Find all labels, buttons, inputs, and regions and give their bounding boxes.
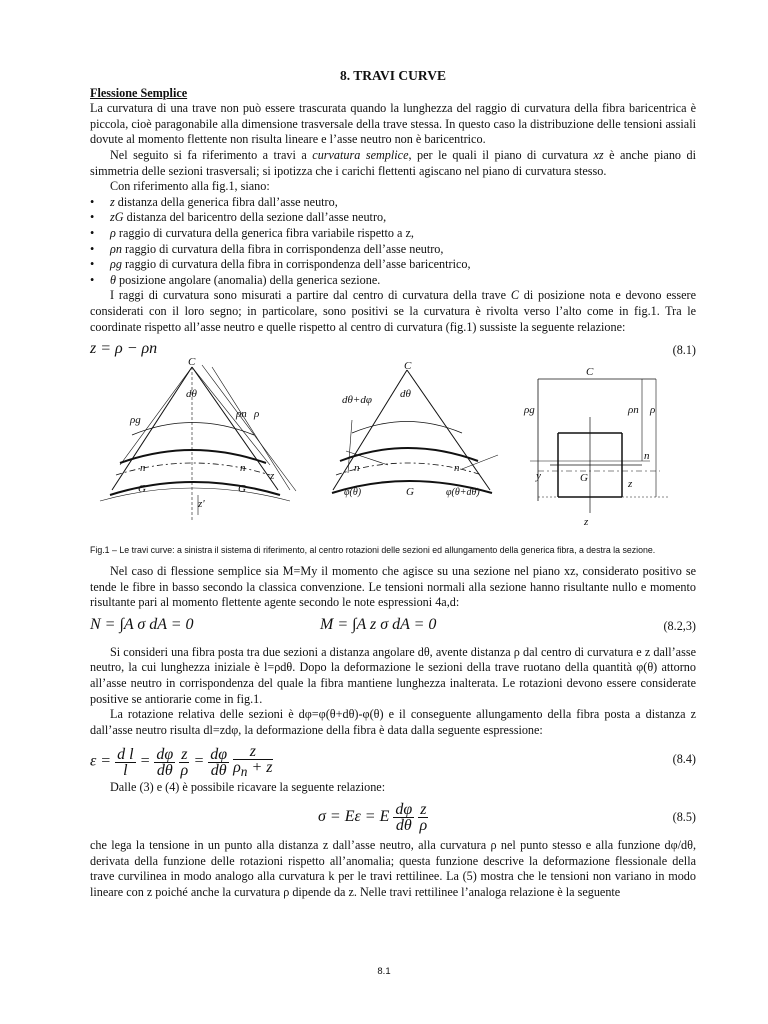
middle-diagram (332, 370, 498, 493)
label-C: C (586, 366, 594, 379)
label-C: C (404, 360, 412, 373)
paragraph-7: La rotazione relativa delle sezioni è dφ=φ(θ+dθ)-φ(θ) e il conseguente allungamento della fibra posta a distanza z dall’asse neutro risulta dl=zdφ, la deformazione della fibra è data dalla seguente espressione: (90, 707, 696, 737)
label-rho-n: ρn (628, 404, 639, 417)
equation-8-5: σ = Eε = E $\frac{d\varphi}{d\theta}$ $\frac{z}{\rho}$ (8.5) (318, 801, 696, 835)
list-item: • θ posizione angolare (anomalia) della generica sezione. (110, 273, 696, 289)
paragraph-5: Nel caso di flessione semplice sia M=My il momento che agisce su una sezione nel piano xz, considerato positivo se tende le fibre in basso secondo la classica convenzione. Le tensioni normali alla sezione hanno risultante nullo e momento risultante pari al momento flettente agente secondo le note espressioni 4a,d: (90, 564, 696, 610)
label-G: G (580, 472, 588, 485)
label-n: n (644, 450, 650, 463)
right-diagram-labels (523, 366, 655, 528)
chapter-title: 8. TRAVI CURVE (340, 68, 446, 83)
label-zp: z' (198, 498, 205, 511)
paragraph-9: che lega la tensione in un punto alla distanza z dall’asse neutro, alla curvatura ρ nel punto stesso e alla funzione dφ/dθ, derivata della funzione delle rotazioni rispetto all’anomalia; questa funzione descrive la deformazione flessionale della trave curvilinea in modo analogo alla curvatura k per le travi rettilinee. La (5) mostra che le tensioni non variano in modo lineare con z poiché anche la curvatura ρ dipende da z. Nelle travi rettilinee l’analoga relazione è la seguente (90, 838, 696, 899)
equation-M: M = ∫A z σ dA = 0 (320, 615, 437, 633)
label-rho: ρ (650, 404, 656, 417)
label-n: n (240, 462, 246, 475)
label-dtheta: dθ (400, 388, 411, 401)
list-item: • ρn raggio di curvatura della fibra in corrispondenza dell’asse neutro, (110, 242, 696, 258)
paragraph-8: Dalle (3) e (4) è possibile ricavare la seguente relazione: (110, 780, 386, 795)
label-phi: φ(θ) (344, 487, 362, 499)
equation-8-4: ε = $\frac{\text{d l}}{l}$ = $\frac{d\varphi}{d\theta}$ $\frac{z}{\rho}$ = $\frac{d\varphi}{d\theta}$ $\frac{z}{\rho_n + z}$ (8.4) (90, 743, 696, 780)
label-phi2: φ(θ+dθ) (446, 487, 480, 499)
label-n: n (140, 462, 146, 475)
figure-caption: Fig.1 – Le travi curve: a sinistra il sistema di riferimento, al centro rotazioni delle sezioni ed allungamento della generica fibra, a destra la sezione. (90, 545, 656, 556)
label-rho: ρ (254, 408, 260, 421)
list-item: • ρg raggio di curvatura della fibra in corrispondenza dell’asse baricentrico, (110, 257, 696, 273)
right-diagram (530, 379, 670, 513)
paragraph-4: I raggi di curvatura sono misurati a partire dal centro di curvatura della trave C di posizione nota e devono essere considerati con il loro segno; in particolare, sono positivi se la curvatura è rivolta verso l’alto come in fig.1. Tra le coordinate rispetto all’asse neutro e quelle rispetto al centro di curvatura (fig.1) sussiste la seguente relazione: (90, 288, 696, 334)
list-item: • zG distanza del baricentro della sezione dall’asse neutro, (110, 210, 696, 226)
page-number: 8.1 (377, 966, 391, 977)
list-item: • z distanza della generica fibra dall’asse neutro, (110, 195, 696, 211)
equation-8-2-3: N = ∫A σ dA = 0 M = ∫A z σ dA = 0 (8.2,3) (90, 615, 696, 633)
label-z: z (628, 478, 633, 491)
label-dtheta: dθ (186, 388, 197, 401)
label-rho-g: ρg (130, 414, 141, 427)
label-C: C (188, 356, 196, 369)
list-item: • ρ raggio di curvatura della generica fibra variabile rispetto a z, (110, 226, 696, 242)
label-G: G (138, 483, 146, 496)
label-y: y (536, 470, 541, 483)
paragraph-6: Si consideri una fibra posta tra due sezioni a distanza angolare dθ, avente distanza ρ dal centro di curvatura e z dall’asse neutro, la cui lunghezza iniziale è l=ρdθ. Dopo la deformazione le sezioni della trave ruotano della quantità φ(θ) attorno all’asse neutro in corrispondenza del quale la fibra mantiene lunghezza inalterata. Le rotazioni devono essere considerate positive se antiorarie come in fig.1. (90, 644, 696, 706)
symbol-list (90, 195, 696, 289)
label-rho-n: ρn (236, 408, 247, 421)
figure-1 (90, 356, 696, 543)
left-diagram (100, 365, 296, 520)
label-rho-g: ρg (524, 404, 535, 417)
label-n: n (354, 462, 360, 475)
label-z: z (584, 516, 589, 529)
label-n: n (454, 462, 460, 475)
label-G: G (238, 483, 246, 496)
equation-8-1: z = ρ − ρn (8.1) (90, 340, 696, 358)
section-heading: Flessione Semplice (90, 85, 188, 100)
label-G: G (406, 486, 414, 499)
page-body (90, 68, 696, 900)
label-dtheta-dphi: dθ+dφ (342, 394, 372, 407)
label-z: z (270, 470, 275, 483)
paragraph-3: Con riferimento alla fig.1, siano: (110, 179, 270, 194)
paragraph-1: La curvatura di una trave non può essere trascurata quando la lunghezza del raggio di curvatura della fibra baricentrica è piccola, cioè paragonabile alla dimensione trasversale della trave stessa. In questo caso la distribuzione delle tensioni assiali dovute al momento flettente non risulta lineare e l’asse neutro non è baricentrico. (90, 101, 696, 147)
paragraph-2: Nel seguito si fa riferimento a travi a curvatura semplice, per le quali il piano di curvatura xz è anche piano di simmetria delle sezioni trasversali; si ipotizza che i carichi flettenti agiscano nel piano di curvatura stesso. (90, 147, 696, 178)
equation-N: N = ∫A σ dA = 0 (90, 615, 194, 633)
